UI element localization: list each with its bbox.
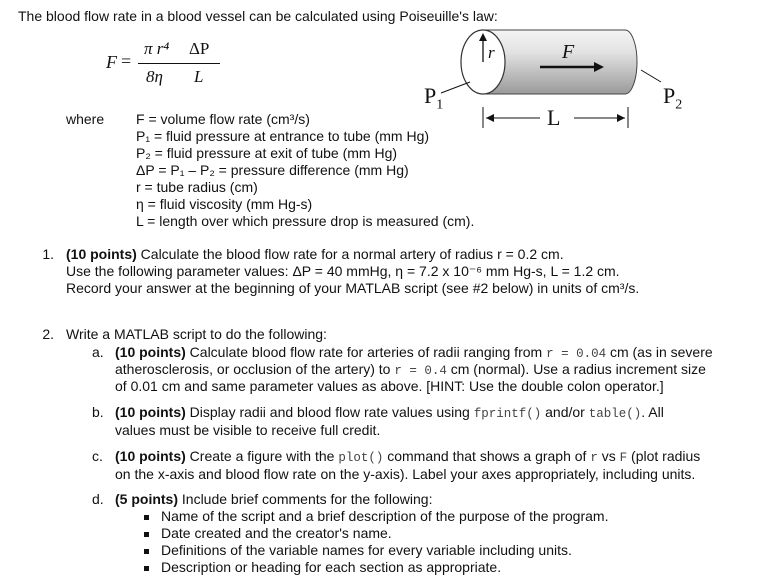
definition-item: L = length over which pressure drop is measured (cm). [136, 213, 475, 229]
radius-label: r [488, 43, 495, 62]
definition-item: F = volume flow rate (cm³/s) [136, 111, 310, 127]
definition-item: η = fluid viscosity (mm Hg-s) [136, 196, 313, 212]
definition-item: P₂ = fluid pressure at exit of tube (mm Hg) [136, 145, 398, 161]
part-b-line-2: values must be visible to receive full credit. [115, 422, 381, 438]
formula-denominator: 8η [146, 67, 163, 86]
question-1-line-2: Use the following parameter values: ΔP = 40 mmHg, η = 7.2 x 10⁻⁶ mm Hg-s, L = 1.2 cm. [66, 263, 620, 279]
bullet-item: Date created and the creator's name. [144, 525, 392, 542]
bullet-icon [144, 549, 149, 554]
part-b-letter: b. [92, 404, 104, 420]
definition-item: P₁ = fluid pressure at entrance to tube (mm Hg) [136, 128, 430, 144]
intro-text: The blood flow rate in a blood vessel can be calculated using Poiseuille's law: [18, 8, 498, 24]
bullet-item: Definitions of the variable names for every variable including units. [144, 542, 572, 559]
formula-numerator: π r⁴ [144, 39, 170, 58]
flow-label: F [562, 41, 575, 63]
part-c-line-2: on the x-axis and blood flow rate on the y-axis). Label your axes appropriately, including units. [115, 466, 696, 482]
part-b-line-1: (10 points) Display radii and blood flow rate values using fprintf() and/or table(). All [115, 404, 664, 421]
p2-label: $P_2$ [663, 83, 683, 113]
question-2-number: 2. [42, 326, 54, 342]
p1-leader [441, 82, 470, 93]
definition-item: ΔP = P₁ – P₂ = pressure difference (mm Hg) [136, 162, 409, 178]
length-label: L [547, 105, 561, 130]
question-1-line-1: (10 points) Calculate the blood flow rate for a normal artery of radius r = 0.2 cm. [66, 246, 564, 262]
length-arrow-left-head [486, 114, 494, 122]
bullet-icon [144, 532, 149, 537]
part-a-line-2: atherosclerosis, or occlusion of the artery) to r = 0.4 cm (normal). Use a radius increment size [115, 361, 706, 378]
p2-leader [641, 70, 661, 82]
formula-equals: = [121, 51, 132, 71]
bullet-icon [144, 566, 149, 571]
formula-numerator-2: ΔP [189, 39, 210, 58]
question-2-text: Write a MATLAB script to do the following: [66, 326, 327, 342]
part-c-line-1: (10 points) Create a figure with the plot() command that shows a graph of r vs F (plot radius [115, 448, 701, 465]
bullet-item: Description or heading for each section as appropriate. [144, 559, 501, 576]
part-a-letter: a. [92, 344, 104, 360]
part-c-letter: c. [92, 448, 103, 464]
formula-lhs: F [106, 52, 117, 72]
definition-item: r = tube radius (cm) [136, 179, 258, 195]
question-1-line-3: Record your answer at the beginning of your MATLAB script (see #2 below) in units of cm³/s. [66, 280, 640, 296]
part-a-line-1: (10 points) Calculate blood flow rate for arteries of radii ranging from r = 0.04 cm (as in severe [115, 344, 713, 361]
part-d-line-1: (5 points) Include brief comments for the following: [115, 491, 433, 507]
bullet-item: Name of the script and a brief description of the purpose of the program. [144, 508, 608, 525]
question-1-number: 1. [42, 246, 54, 262]
bullet-icon [144, 515, 149, 520]
length-arrow-right-head [617, 114, 625, 122]
where-label: where [66, 111, 105, 127]
formula-denominator-2: L [194, 67, 204, 86]
p1-label: $P_1$ [424, 83, 444, 113]
tube-body [483, 30, 637, 94]
part-d-letter: d. [92, 491, 104, 507]
part-a-line-3: of 0.01 cm and same parameter values as above. [HINT: Use the double colon operator.] [115, 378, 664, 394]
